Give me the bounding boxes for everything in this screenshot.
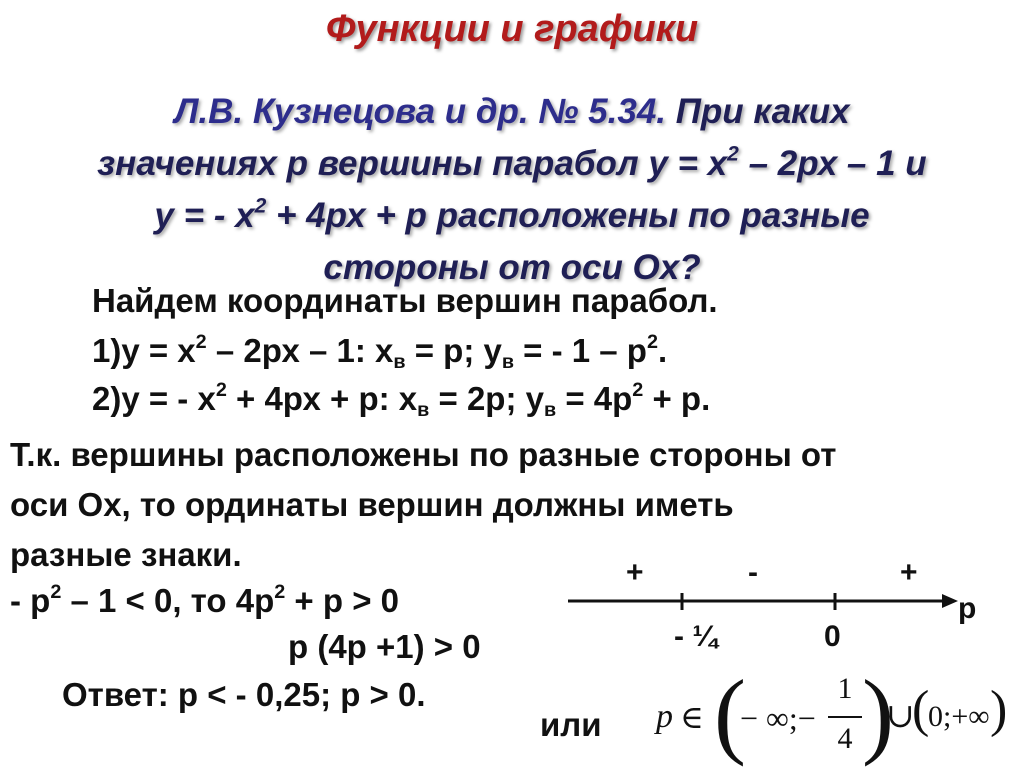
problem-line-2-a: значениях р вершины парабол у = х	[97, 144, 728, 183]
sign-middle: -	[748, 556, 758, 589]
step1-sub2: в	[501, 350, 514, 373]
or-label: или	[540, 706, 602, 743]
step1-c: = р; у	[405, 332, 502, 369]
step1-b: – 2рх – 1: х	[206, 332, 394, 369]
problem-line-3-b: + 4рх + р расположены по разные	[266, 196, 870, 235]
problem-line-1	[0, 86, 1024, 138]
union-symbol: ∪	[886, 698, 915, 735]
problem-line-2	[0, 138, 1024, 190]
problem-line-2-b: – 2рх – 1 и	[738, 144, 927, 183]
step2-c: = 2р; у	[429, 380, 544, 417]
problem-line-1-text: При каких	[666, 92, 850, 131]
step2-sub1: в	[417, 398, 430, 421]
solution-step-1	[92, 331, 668, 373]
problem-line-3-sup: 2	[254, 194, 267, 218]
ineq1-c: + р > 0	[285, 582, 399, 619]
reason-line-3: разные знаки.	[10, 536, 242, 573]
left-paren-large: (	[714, 660, 746, 767]
solution-intro: Найдем координаты вершин парабол.	[92, 282, 718, 319]
right-paren-small: )	[990, 681, 1008, 738]
element-of-symbol: ∈	[680, 699, 704, 735]
fraction-numerator: 1	[837, 672, 853, 705]
step2-a: 2)у = - х	[92, 380, 216, 417]
step2-sup1: 2	[215, 379, 227, 402]
problem-line-3-a: у = - х	[154, 196, 255, 235]
neg-infinity: − ∞;−	[740, 700, 816, 736]
interval-second: 0;+∞	[928, 700, 990, 733]
page-title: Функции и графики	[325, 8, 699, 50]
reason-line-1: Т.к. вершины расположены по разные стороны от	[10, 436, 837, 473]
answer: Ответ: р < - 0,25; р > 0.	[62, 676, 426, 713]
fraction-denominator: 4	[837, 722, 853, 755]
interval-answer	[656, 660, 1008, 767]
step2-b: + 4рх + р: х	[226, 380, 418, 417]
problem-line-3	[0, 190, 1024, 242]
problem-line-4: стороны от оси Ох?	[323, 248, 701, 287]
sign-right: +	[900, 556, 918, 589]
interval-var: p	[656, 698, 673, 735]
axis-variable: р	[958, 592, 977, 625]
ineq1-b: – 1 < 0, то 4р	[61, 582, 275, 619]
step1-a: 1)у = х	[92, 332, 196, 369]
step1-d: = - 1 – р	[514, 332, 647, 369]
point-zero: 0	[824, 620, 841, 653]
inequality-1	[10, 582, 399, 620]
step2-e: + р.	[643, 380, 711, 417]
number-line	[560, 556, 1000, 670]
left-paren-small: (	[912, 681, 930, 738]
ineq1-sup1: 2	[50, 581, 62, 604]
ineq1-sup2: 2	[274, 581, 286, 604]
step2-sub2: в	[543, 398, 557, 421]
reason-line-2: оси Ох, то ординаты вершин должны иметь	[10, 486, 734, 523]
step1-e: .	[657, 332, 668, 369]
problem-statement	[0, 86, 1024, 294]
sign-left: +	[626, 556, 644, 589]
step2-d: = 4р	[556, 380, 633, 417]
point-neg-quarter: - ¼	[674, 620, 718, 653]
inequality-2: р (4р +1) > 0	[288, 628, 481, 665]
right-paren-large: )	[862, 660, 894, 767]
solution-step-2	[92, 379, 711, 421]
problem-reference: Л.В. Кузнецова и др. № 5.34.	[174, 92, 667, 131]
problem-line-2-sup: 2	[727, 142, 739, 166]
step1-sub1: в	[393, 350, 406, 373]
step1-sup1: 2	[195, 331, 207, 354]
step1-sup2: 2	[646, 331, 658, 354]
step2-sup2: 2	[632, 379, 644, 402]
ineq1-a: - р	[10, 582, 51, 619]
fraction-bar	[828, 716, 862, 718]
